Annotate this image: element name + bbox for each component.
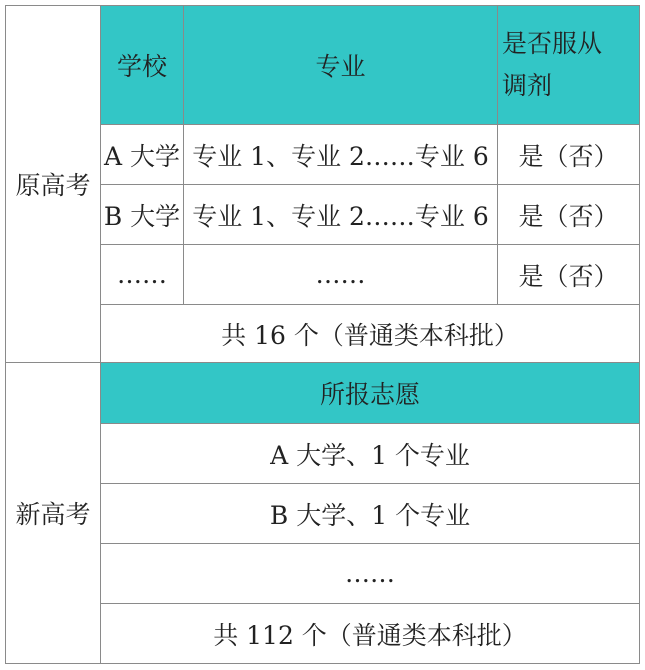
new-table-row: A 大学、1 个专业	[100, 423, 640, 484]
table-row-school: ……	[100, 244, 184, 305]
header-major: 专业	[183, 5, 498, 125]
header-school: 学校	[100, 5, 184, 125]
new-header: 所报志愿	[100, 362, 640, 424]
old-section-label: 原高考	[5, 5, 101, 363]
new-table-row: B 大学、1 个专业	[100, 483, 640, 544]
header-adjust-line1: 是否服从	[502, 29, 603, 58]
new-section-label: 新高考	[5, 362, 101, 664]
table-row-adjust: 是（否）	[497, 244, 640, 305]
new-table-row: ……	[100, 543, 640, 604]
header-adjust-line2: 调剂	[502, 71, 553, 100]
table-row-major: 专业 1、专业 2……专业 6	[183, 184, 498, 245]
header-adjust	[497, 5, 640, 125]
table-row-adjust: 是（否）	[497, 184, 640, 245]
table-row-major: 专业 1、专业 2……专业 6	[183, 124, 498, 185]
table-row-school: A 大学	[100, 124, 184, 185]
old-total: 共 16 个（普通类本科批）	[100, 304, 640, 363]
table-row-major: ……	[183, 244, 498, 305]
new-total: 共 112 个（普通类本科批）	[100, 603, 640, 664]
table-row-adjust: 是（否）	[497, 124, 640, 185]
table-row-school: B 大学	[100, 184, 184, 245]
